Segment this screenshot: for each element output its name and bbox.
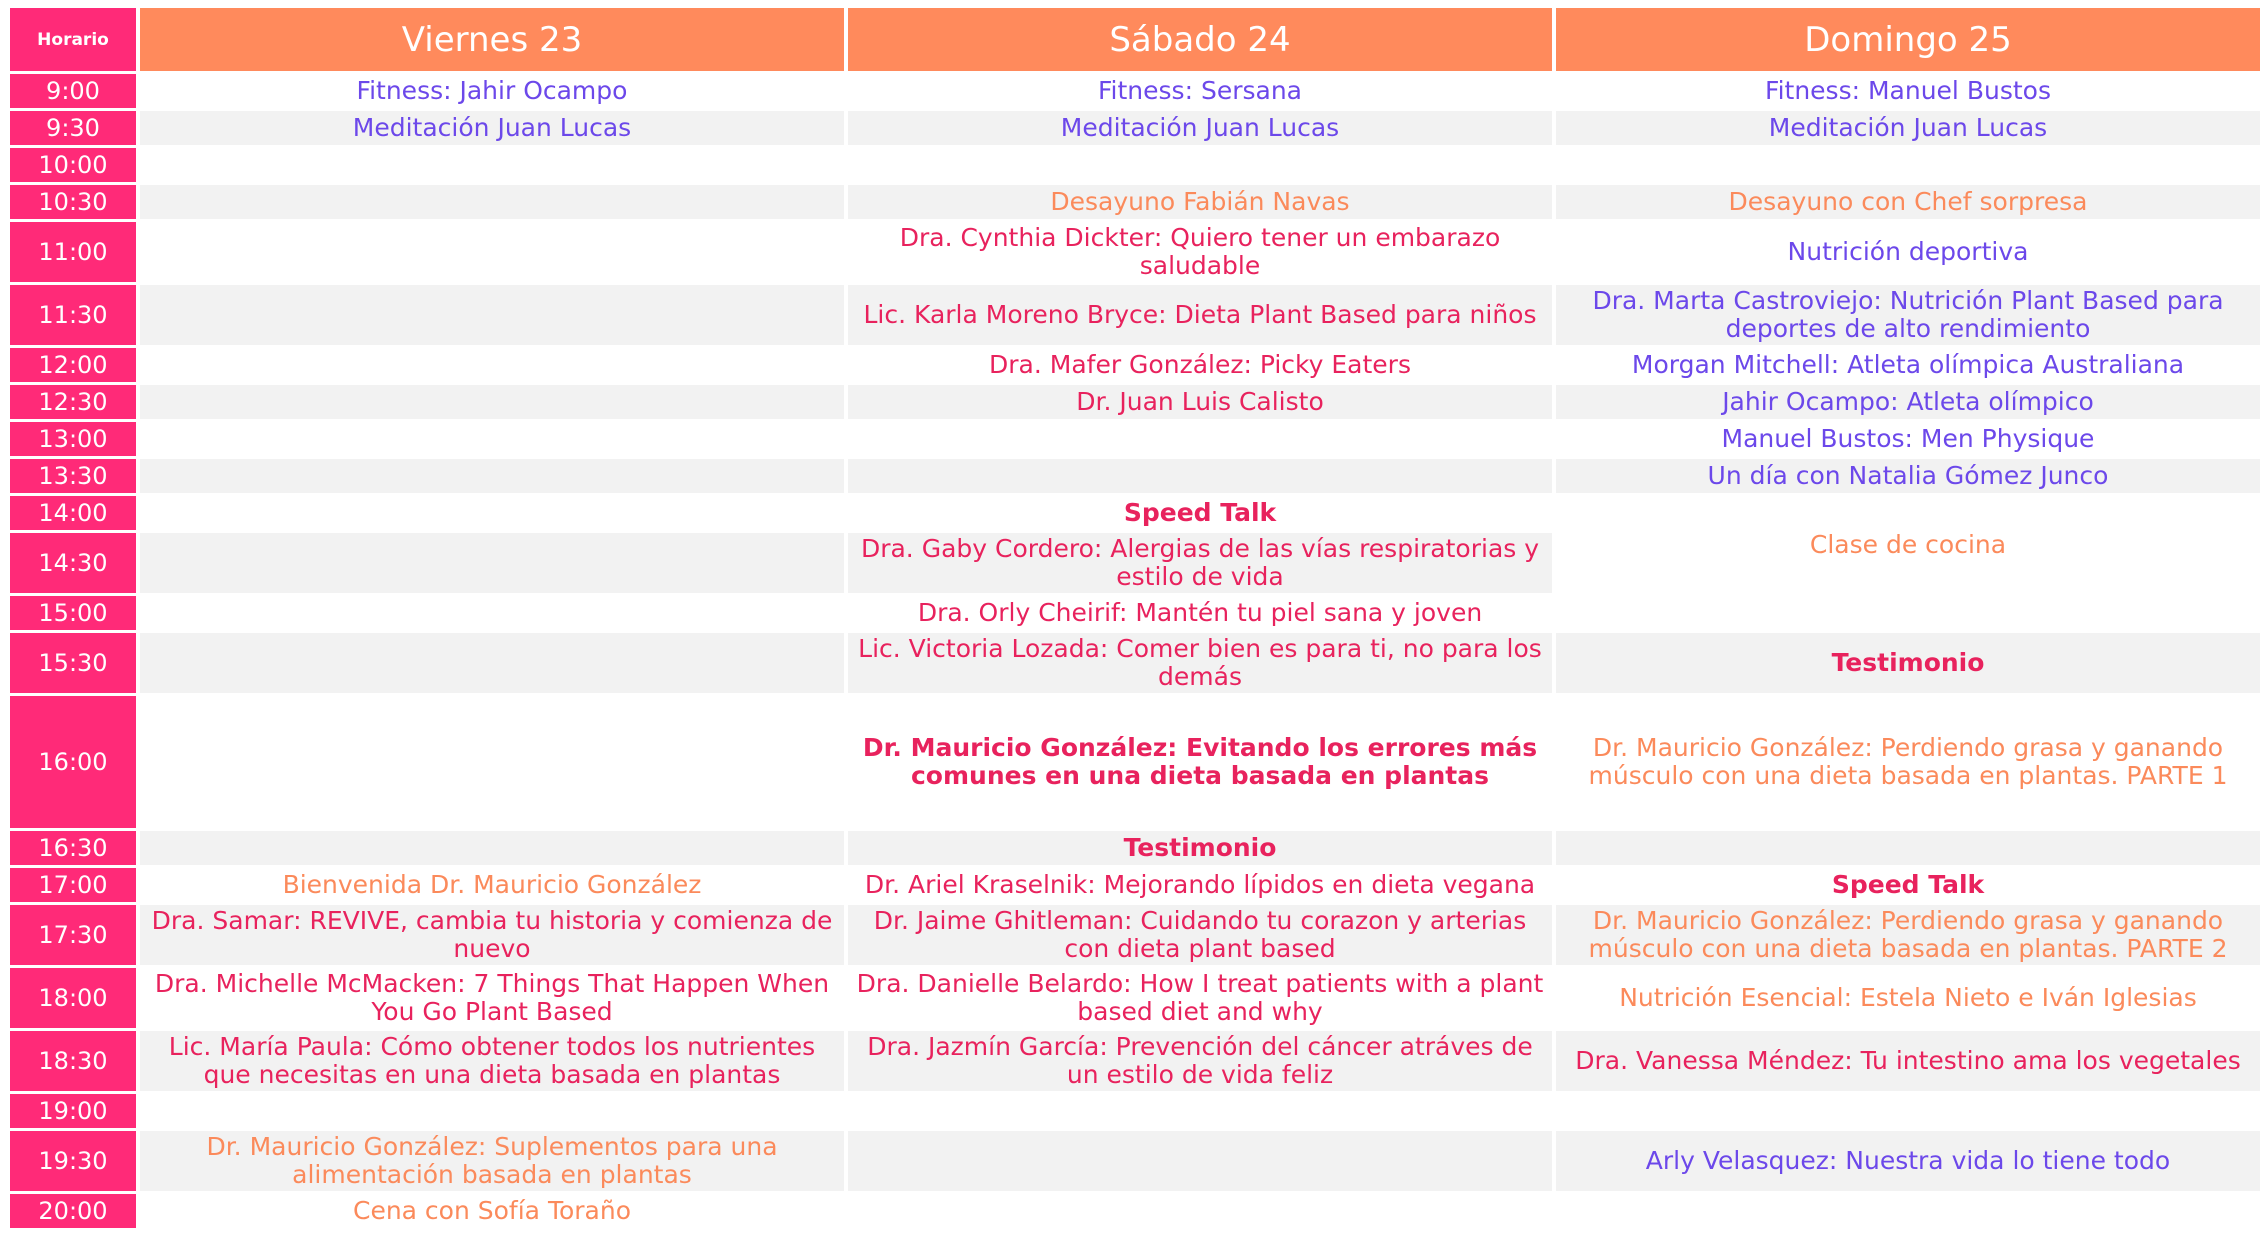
session-cell: Meditación Juan Lucas bbox=[1556, 111, 2260, 145]
time-slot: 10:30 bbox=[10, 185, 136, 219]
session-cell: Meditación Juan Lucas bbox=[140, 111, 844, 145]
empty-cell bbox=[140, 148, 844, 182]
time-slot: 17:00 bbox=[10, 868, 136, 902]
empty-cell bbox=[848, 148, 1552, 182]
session-cell: Un día con Natalia Gómez Junco bbox=[1556, 459, 2260, 493]
empty-cell bbox=[140, 633, 844, 693]
time-slot: 18:30 bbox=[10, 1031, 136, 1091]
time-slot: 12:30 bbox=[10, 385, 136, 419]
time-column-header: Horario bbox=[10, 8, 136, 71]
day-header-domingo: Domingo 25 bbox=[1556, 8, 2260, 71]
session-cell: Dr. Mauricio González: Perdiendo grasa y ganando músculo con una dieta basada en plantas. PARTE 1 bbox=[1556, 696, 2260, 828]
session-cell: Manuel Bustos: Men Physique bbox=[1556, 422, 2260, 456]
empty-cell bbox=[140, 422, 844, 456]
session-cell: Dr. Ariel Kraselnik: Mejorando lípidos en dieta vegana bbox=[848, 868, 1552, 902]
time-slot: 19:30 bbox=[10, 1131, 136, 1191]
empty-cell bbox=[140, 222, 844, 282]
session-cell: Dr. Juan Luis Calisto bbox=[848, 385, 1552, 419]
session-cell: Dr. Mauricio González: Suplementos para una alimentación basada en plantas bbox=[140, 1131, 844, 1191]
session-cell: Jahir Ocampo: Atleta olímpico bbox=[1556, 385, 2260, 419]
time-slot: 14:00 bbox=[10, 496, 136, 530]
session-cell: Nutrición Esencial: Estela Nieto e Iván Iglesias bbox=[1556, 968, 2260, 1028]
time-slot: 16:30 bbox=[10, 831, 136, 865]
session-cell: Fitness: Jahir Ocampo bbox=[140, 74, 844, 108]
time-slot: 14:30 bbox=[10, 533, 136, 593]
session-cell: Lic. María Paula: Cómo obtener todos los nutrientes que necesitas en una dieta basada en plantas bbox=[140, 1031, 844, 1091]
session-cell: Meditación Juan Lucas bbox=[848, 111, 1552, 145]
empty-cell bbox=[848, 459, 1552, 493]
session-cell: Dra. Michelle McMacken: 7 Things That Happen When You Go Plant Based bbox=[140, 968, 844, 1028]
session-cell: Arly Velasquez: Nuestra vida lo tiene todo bbox=[1556, 1131, 2260, 1191]
empty-cell bbox=[140, 696, 844, 828]
session-cell: Dra. Marta Castroviejo: Nutrición Plant Based para deportes de alto rendimiento bbox=[1556, 285, 2260, 345]
time-slot: 19:00 bbox=[10, 1094, 136, 1128]
day-header-viernes: Viernes 23 bbox=[140, 8, 844, 71]
session-cell: Clase de cocina bbox=[1556, 496, 2260, 593]
session-cell: Fitness: Sersana bbox=[848, 74, 1552, 108]
time-slot: 18:00 bbox=[10, 968, 136, 1028]
empty-cell bbox=[140, 1094, 844, 1128]
session-cell: Lic. Victoria Lozada: Comer bien es para ti, no para los demás bbox=[848, 633, 1552, 693]
session-cell: Dra. Danielle Belardo: How I treat patients with a plant based diet and why bbox=[848, 968, 1552, 1028]
time-slot: 9:30 bbox=[10, 111, 136, 145]
session-cell: Dra. Gaby Cordero: Alergias de las vías respiratorias y estilo de vida bbox=[848, 533, 1552, 593]
session-cell: Nutrición deportiva bbox=[1556, 222, 2260, 282]
empty-cell bbox=[140, 831, 844, 865]
session-cell: Cena con Sofía Toraño bbox=[140, 1194, 844, 1228]
empty-cell bbox=[848, 1131, 1552, 1191]
empty-cell bbox=[1556, 596, 2260, 630]
empty-cell bbox=[140, 348, 844, 382]
empty-cell bbox=[1556, 1094, 2260, 1128]
session-cell: Lic. Karla Moreno Bryce: Dieta Plant Based para niños bbox=[848, 285, 1552, 345]
empty-cell bbox=[1556, 831, 2260, 865]
session-cell: Dra. Jazmín García: Prevención del cáncer atráves de un estilo de vida feliz bbox=[848, 1031, 1552, 1091]
empty-cell bbox=[848, 422, 1552, 456]
session-cell: Dra. Cynthia Dickter: Quiero tener un embarazo saludable bbox=[848, 222, 1552, 282]
session-cell: Dra. Mafer González: Picky Eaters bbox=[848, 348, 1552, 382]
time-slot: 13:30 bbox=[10, 459, 136, 493]
empty-cell bbox=[140, 496, 844, 530]
day-header-sabado: Sábado 24 bbox=[848, 8, 1552, 71]
empty-cell bbox=[140, 459, 844, 493]
session-cell: Dr. Mauricio González: Perdiendo grasa y ganando músculo con una dieta basada en plantas. PARTE 2 bbox=[1556, 905, 2260, 965]
time-slot: 17:30 bbox=[10, 905, 136, 965]
time-slot: 11:30 bbox=[10, 285, 136, 345]
empty-cell bbox=[1556, 148, 2260, 182]
time-slot: 15:00 bbox=[10, 596, 136, 630]
time-slot: 13:00 bbox=[10, 422, 136, 456]
session-cell: Testimonio bbox=[1556, 633, 2260, 693]
session-cell: Speed Talk bbox=[1556, 868, 2260, 902]
time-slot: 11:00 bbox=[10, 222, 136, 282]
empty-cell bbox=[140, 385, 844, 419]
session-cell: Dr. Jaime Ghitleman: Cuidando tu corazon y arterias con dieta plant based bbox=[848, 905, 1552, 965]
empty-cell bbox=[1556, 1194, 2260, 1228]
session-cell: Bienvenida Dr. Mauricio González bbox=[140, 868, 844, 902]
time-slot: 15:30 bbox=[10, 633, 136, 693]
session-cell: Desayuno Fabián Navas bbox=[848, 185, 1552, 219]
time-slot: 12:00 bbox=[10, 348, 136, 382]
time-slot: 16:00 bbox=[10, 696, 136, 828]
time-slot: 20:00 bbox=[10, 1194, 136, 1228]
session-cell: Fitness: Manuel Bustos bbox=[1556, 74, 2260, 108]
session-cell: Dra. Orly Cheirif: Mantén tu piel sana y joven bbox=[848, 596, 1552, 630]
schedule-table bbox=[10, 8, 2260, 1228]
empty-cell bbox=[140, 596, 844, 630]
empty-cell bbox=[140, 533, 844, 593]
time-slot: 9:00 bbox=[10, 74, 136, 108]
time-slot: 10:00 bbox=[10, 148, 136, 182]
session-cell: Dra. Samar: REVIVE, cambia tu historia y comienza de nuevo bbox=[140, 905, 844, 965]
empty-cell bbox=[848, 1194, 1552, 1228]
empty-cell bbox=[848, 1094, 1552, 1128]
empty-cell bbox=[140, 285, 844, 345]
session-cell: Testimonio bbox=[848, 831, 1552, 865]
session-cell: Morgan Mitchell: Atleta olímpica Australiana bbox=[1556, 348, 2260, 382]
empty-cell bbox=[140, 185, 844, 219]
session-cell: Dr. Mauricio González: Evitando los errores más comunes en una dieta basada en plantas bbox=[848, 696, 1552, 828]
session-cell: Speed Talk bbox=[848, 496, 1552, 530]
session-cell: Dra. Vanessa Méndez: Tu intestino ama los vegetales bbox=[1556, 1031, 2260, 1091]
session-cell: Desayuno con Chef sorpresa bbox=[1556, 185, 2260, 219]
